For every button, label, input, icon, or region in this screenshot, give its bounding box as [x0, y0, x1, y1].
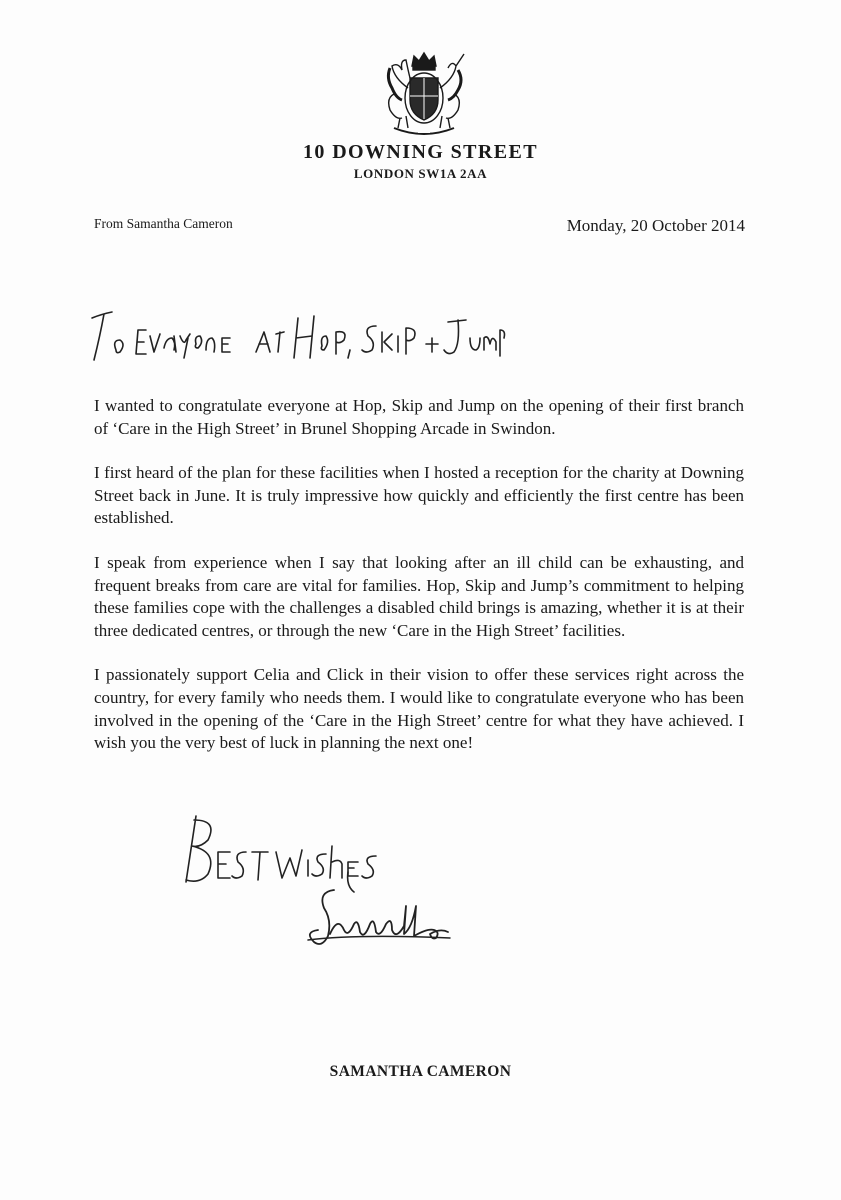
body-paragraph: I passionately support Celia and Click in their vision to offer these services right across the country, for every family who needs them. I would like to congratulate everyone who has been involved in the opening of the ‘Care in the High Street’ centre for what they have achieved. I wish you the very best of luck in planning the next one!	[94, 665, 744, 753]
handwritten-signoff-and-signature	[178, 812, 498, 972]
letterhead-address: 10 DOWNING STREET	[303, 141, 538, 163]
letter-body	[94, 395, 744, 777]
signatory-name: SAMANTHA CAMERON	[329, 1063, 512, 1080]
sender-line: From Samantha Cameron	[94, 216, 233, 231]
letterhead-postcode: LONDON SW1A 2AA	[353, 166, 488, 181]
royal-coat-of-arms-icon	[372, 48, 476, 136]
letter-date: Monday, 20 October 2014	[566, 216, 745, 235]
body-paragraph: I first heard of the plan for these facilities when I hosted a reception for the charity at Downing Street back in June. It is truly impressive how quickly and efficiently the first centre has been established.	[94, 463, 744, 528]
handwritten-salutation	[86, 296, 506, 366]
body-paragraph: I speak from experience when I say that looking after an ill child can be exhausting, and frequent breaks from care are vital for families. Hop, Skip and Jump’s commitment to helping these families cope with the challenges a disabled child brings is amazing, whether it is at their three dedicated centres, or through the new ‘Care in the High Street’ facilities.	[94, 552, 744, 640]
body-paragraph: I wanted to congratulate everyone at Hop, Skip and Jump on the opening of their first branch of ‘Care in the High Street’ in Brunel Shopping Arcade in Swindon.	[94, 396, 744, 438]
